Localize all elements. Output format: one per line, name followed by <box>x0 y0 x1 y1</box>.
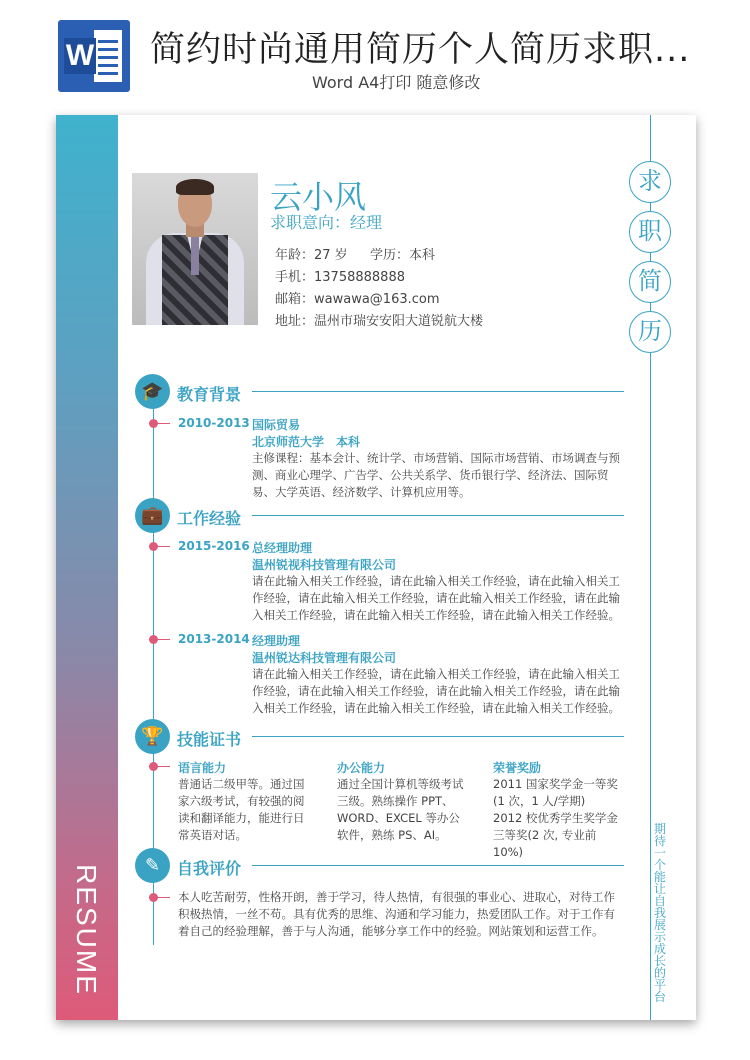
job-position: 总经理助理 <box>252 541 313 555</box>
document-header <box>0 0 750 108</box>
skill-text: 2011 国家奖学金一等奖(1 次，1 人/学期) 2012 校优秀学生奖学金三等奖(2 次, 专业前 10%) <box>493 777 618 859</box>
timeline-dot <box>149 419 158 428</box>
resume-vertical-label: RESUME <box>71 864 102 996</box>
timeline-tick <box>158 897 170 898</box>
right-char-circle: 求 <box>629 161 671 203</box>
right-char-circle: 简 <box>629 261 671 303</box>
word-letter: W <box>65 39 95 72</box>
section-title-education: 教育背景 <box>177 385 242 404</box>
education-school: 北京师范大学 本科 <box>252 435 361 449</box>
right-char-circle: 职 <box>629 211 671 253</box>
resume-page <box>56 115 696 1020</box>
skill-text: 普通话二级甲等。通过国家六级考试，有较强的阅读和翻译能力，能进行日常英语对话。 <box>178 777 305 842</box>
job-date: 2013-2014 <box>178 632 250 646</box>
age-info: 年龄：27 岁 <box>275 248 348 263</box>
section-title-work: 工作经验 <box>177 509 242 528</box>
skill-title: 办公能力 <box>337 761 386 775</box>
timeline-tick <box>158 546 170 547</box>
document-subtitle: Word A4打印 随意修改 <box>312 73 481 92</box>
job-company: 温州锐达科技管理有限公司 <box>252 651 397 665</box>
section-title-self-eval: 自我评价 <box>177 859 242 878</box>
email-info: 邮箱：wawawa@163.com <box>275 292 440 307</box>
briefcase-icon: 💼 <box>135 498 170 533</box>
skill-title: 语言能力 <box>178 761 227 775</box>
section-divider <box>252 736 624 737</box>
skill-title: 荣誉奖励 <box>493 761 542 775</box>
education-date: 2010-2013 <box>178 416 250 430</box>
timeline-dot <box>149 893 158 902</box>
job-position: 经理助理 <box>252 634 301 648</box>
timeline-dot <box>149 542 158 551</box>
job-intent: 求职意向：经理 <box>270 213 383 232</box>
right-char-circle: 历 <box>629 311 671 353</box>
job-date: 2015-2016 <box>178 539 250 553</box>
section-divider <box>252 515 624 516</box>
education-info: 学历：本科 <box>370 248 436 263</box>
candidate-name: 云小风 <box>270 178 367 216</box>
education-major: 国际贸易 <box>252 418 301 432</box>
trophy-icon: 🏆 <box>135 719 170 754</box>
color-sidebar <box>56 115 118 1020</box>
timeline-dot <box>149 762 158 771</box>
timeline-dot <box>149 635 158 644</box>
timeline-tick <box>158 766 170 767</box>
education-courses: 主修课程：基本会计、统计学、市场营销、国际市场营销、市场调查与预测、商业心理学、广告学、公共关系学、货币银行学、经济法、国际贸易、大学英语、经济数学、计算机应用等。 <box>252 451 620 499</box>
job-description: 请在此输入相关工作经验，请在此输入相关工作经验，请在此输入相关工作经验，请在此输入相关工作经验，请在此输入相关工作经验，请在此输入相关工作经验，请在此输入相关工作经验，请在此输入相关工作经验。 <box>252 667 620 715</box>
edit-icon: ✎ <box>135 848 170 883</box>
self-eval-text: 本人吃苦耐劳，性格开朗，善于学习，待人热情，有很强的事业心、进取心，对待工作积极热情，一丝不苟。具有优秀的思维、沟通和学习能力，热爱团队工作。对于工作有着自己的经验理解，善于与人沟通，能够分享工作中的经验。网站策划和运营工作。 <box>178 890 615 938</box>
vertical-slogan: 期待一个能让自我展示成长的平台 <box>653 822 666 1004</box>
word-icon <box>58 20 130 92</box>
timeline-tick <box>158 423 170 424</box>
phone-info: 手机：13758888888 <box>275 270 405 285</box>
job-description: 请在此输入相关工作经验，请在此输入相关工作经验，请在此输入相关工作经验，请在此输入相关工作经验，请在此输入相关工作经验，请在此输入相关工作经验，请在此输入相关工作经验，请在此输入相关工作经验。 <box>252 574 620 622</box>
job-company: 温州锐视科技管理有限公司 <box>252 558 397 572</box>
section-title-skills: 技能证书 <box>177 730 242 749</box>
section-divider <box>252 391 624 392</box>
section-divider <box>252 865 624 866</box>
address-info: 地址：温州市瑞安安阳大道锐航大楼 <box>275 314 484 329</box>
document-page-graphic <box>94 30 122 82</box>
timeline-tick <box>158 639 170 640</box>
graduation-cap-icon: 🎓 <box>135 374 170 409</box>
skill-text: 通过全国计算机等级考试三级。熟练操作 PPT、WORD、EXCEL 等办公软件，熟练 PS、AI。 <box>337 777 464 842</box>
document-title: 简约时尚通用简历个人简历求职... <box>150 30 691 70</box>
profile-photo <box>132 173 258 325</box>
